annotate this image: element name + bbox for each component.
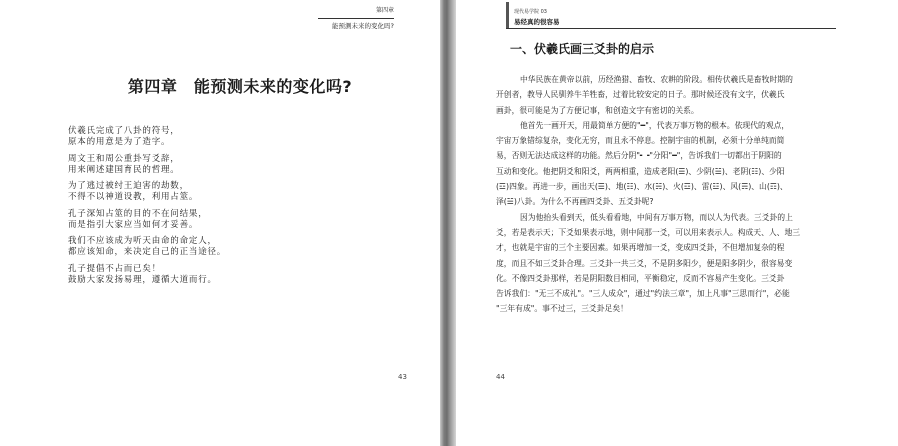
body-line: 画卦，很可能是为了方便记事，和创造文字有密切的关系。 — [496, 105, 699, 115]
page-number: 44 — [496, 373, 505, 381]
body-line: 宇宙万象错综复杂，变化无穷，而且永不停息。控制宇宙的机制，必须十分单纯而简 — [496, 136, 785, 146]
book-gutter — [440, 0, 456, 446]
body-line: 开创者，教导人民驯养牛羊牲畜，过着比较安定的日子。那时候还没有文字，伏羲氏 — [496, 90, 785, 100]
poem-line: 我们不应该成为听天由命的命定人， — [68, 236, 217, 246]
body-text — [496, 72, 864, 317]
poem-line: 原本的用意是为了造字。 — [68, 137, 171, 147]
right-page — [456, 0, 898, 446]
poem-line: 孔子提倡不占而已矣！ — [68, 263, 162, 274]
running-head-rule — [506, 28, 836, 29]
body-line: 因为他抬头看到天，低头看看地，中间有万事万物，而以人为代表。三爻卦的上 — [520, 212, 793, 222]
body-line: (☲)四象。再进一步，画出天(☰)、地(☷)、水(☵)、火(☲)、雷(☳)、风(☴)、山(☶)、 — [496, 182, 788, 192]
poem-line: 而是指引大家应当如何才妥善。 — [68, 219, 199, 230]
poem-block — [68, 126, 368, 286]
running-head-title: 能预测未来的变化吗? — [332, 22, 394, 30]
body-line: 泽(☱)八卦。为什么不再画四爻卦、五爻卦呢? — [496, 197, 654, 207]
running-head-marker — [506, 2, 509, 28]
body-line: "三年有成"。事不过三，三爻卦足矣！ — [496, 304, 628, 314]
body-line: 易，否则无法达成这样的功能。然后分阴"╸╺"分阳"━"，告诉我们一切都出于阴阳的 — [496, 151, 782, 161]
poem-line: 都应该知命，来决定自己的正当途径。 — [68, 247, 227, 257]
poem-line: 为了逃过被纣王迫害的劫数， — [68, 181, 189, 191]
body-line: 中华民族在黄帝以前，历经渔猎、畜牧、农耕的阶段。相传伏羲氏是畜牧时期的 — [520, 75, 793, 84]
running-head-chapter: 第四章 — [375, 7, 394, 14]
body-line: 告诉我们："无三不成礼"。"三人成众"，通过"约法三章"，加上凡事"三思而行"，必能 — [496, 289, 790, 299]
poem-line: 伏羲氏完成了八卦的符号， — [68, 126, 180, 136]
body-line: 度，而且不如三爻卦合理。三爻卦一共三爻，不是阴多阳少，便是阳多阴少，很容易变 — [496, 258, 793, 268]
poem-line: 鼓励大家发扬易理，遵循大道而行。 — [68, 274, 217, 285]
body-line: 他首先一画开天，用最简单方便的"━"，代表万事万物的根本。依现代的观点， — [520, 120, 790, 130]
body-line: 爻，若是表示天；下爻如果表示地，则中间那一爻，可以用来表示人。构成天、人、地三 — [496, 227, 801, 237]
running-head-rule — [318, 18, 394, 19]
left-page — [0, 0, 440, 446]
body-line: 才，也就是宇宙的三个主要因素。如果再增加一爻，变成四爻卦，不但增加复杂的程 — [496, 243, 785, 253]
poem-line: 周文王和周公重卦写爻辞， — [68, 153, 180, 164]
body-line: 化。不像四爻卦那样，若是阴阳数目相同，平衡稳定，反而不容易产生变化。三爻卦 — [496, 273, 785, 283]
page-number: 43 — [398, 373, 407, 381]
poem-line: 不得不以神道设教，利用占筮。 — [68, 192, 199, 202]
poem-line: 孔子深知占筮的目的不在问结果， — [68, 208, 208, 219]
section-title: 一、伏羲氏画三爻卦的启示 — [510, 42, 655, 56]
body-line: 互动和变化。他把阴爻和阳爻，两两相重，造成老阳(☰)、少阴(☱)、老阴(☷)、少阳 — [496, 166, 785, 176]
poem-line: 用来阐述建国育民的哲理。 — [68, 164, 180, 175]
chapter-title: 第四章 能预测未来的变化吗? — [127, 77, 353, 96]
running-head-book: 现代易学院 03 — [514, 9, 547, 15]
running-head-title: 易经真的很容易 — [514, 18, 560, 26]
